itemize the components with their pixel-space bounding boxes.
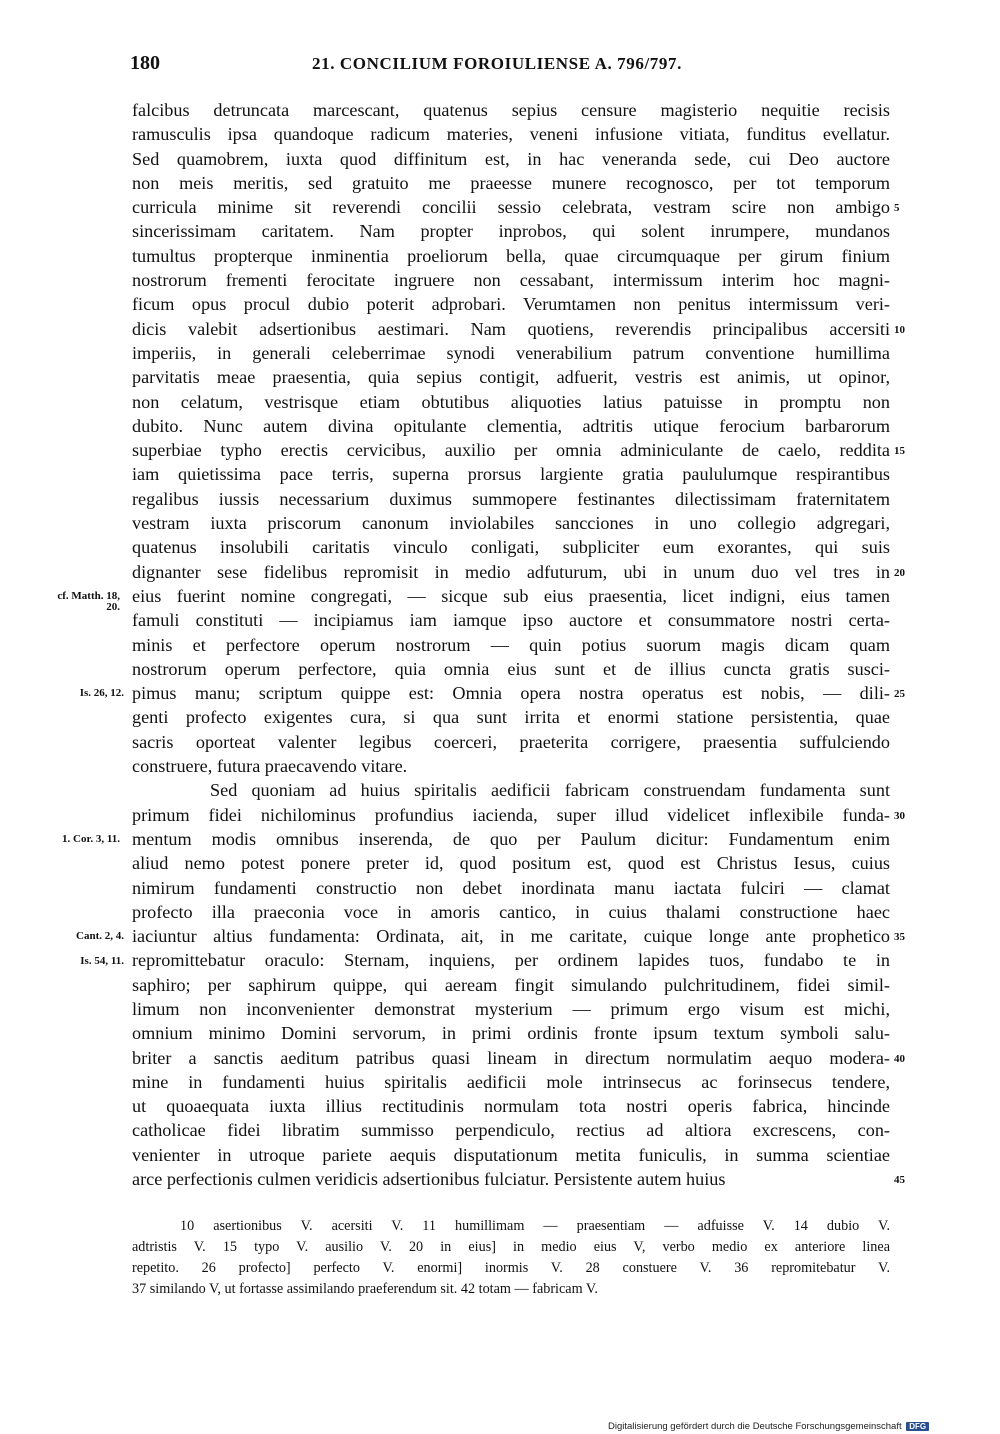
line-number: 25 — [894, 688, 905, 701]
margin-reference: Cant. 2, 4. — [76, 930, 124, 943]
text-line: saphiro; per saphirum quippe, qui aeream fingit simulando pulchritudinem, fidei simil- — [132, 974, 890, 995]
line-number: 20 — [894, 566, 905, 579]
body-text — [132, 98, 890, 1191]
text-line: quatenus insolubili caritatis vinculo conligati, subpliciter eum exorantes, qui suis — [132, 537, 890, 558]
text-line: parvitatis meae praesentia, quia sepius contigit, adfuerit, vestris est animis, ut opinor, — [132, 367, 890, 388]
text-line: ficum opus procul dubio poterit adprobari. Verumtamen non penitus intermissum veri- — [132, 294, 890, 315]
margin-reference: Is. 54, 11. — [80, 954, 124, 967]
text-line: ramusculis ipsa quandoque radicum materies, veneni infusione vitiata, funditus evellatur. — [132, 124, 890, 145]
text-line: nostrorum frementi ferocitate ingruere non cessabant, intermissum interim hoc magni- — [132, 270, 890, 291]
text-line: mine in fundamenti huius spiritalis aedificii mole intrinsecus ac forinsecus tendere, — [132, 1071, 890, 1092]
text-line: falcibus detruncata marcescant, quatenus sepius censure magisterio nequitie recisis — [132, 100, 890, 120]
text-line: profecto illa praeconia voce in amoris cantico, in cuius thalami constructione haec — [132, 901, 890, 922]
text-line: Sed quamobrem, iuxta quod diffinitum est, in hac veneranda sede, cui Deo auctore — [132, 148, 890, 169]
text-line: omnium minimo Domini servorum, in primi ordinis fronte ipsum textum symboli salu- — [132, 1023, 890, 1044]
text-line: pimus manu; scriptum quippe est: Omnia opera nostra operatus est nobis, — dili- — [132, 683, 890, 704]
text-line: ut quoaequata iuxta illius rectitudinis normulam tota nostri operis fabrica, hincinde — [132, 1096, 890, 1117]
text-line: repromittebatur oraculo: Sternam, inquiens, per ordinem lapides tuos, fundabo te in — [132, 950, 890, 971]
margin-reference: Is. 26, 12. — [79, 687, 124, 700]
footnote-line: 37 similando V, ut fortasse assimilando praeferendum sit. 42 totam — fabricam V. — [132, 1281, 598, 1297]
page-header — [0, 52, 1000, 82]
line-number: 10 — [894, 323, 905, 336]
running-title: 21. CONCILIUM FOROIULIENSE A. 796/797. — [312, 54, 682, 73]
line-number: 30 — [894, 809, 905, 822]
text-line: limum non inconvenienter demonstrat mysterium — primum ergo visum est michi, — [132, 998, 890, 1019]
text-line: dicis valebit adsertionibus aestimari. Nam quotiens, reverendis principalibus accersiti — [132, 318, 890, 339]
line-number: 40 — [894, 1052, 905, 1065]
text-line: eius fuerint nomine congregati, — sicque sub eius praesentia, licet indigni, eius tamen — [132, 585, 890, 606]
text-line: briter a sanctis aeditum patribus quasi lineam in directum normulatim aequo modera- — [132, 1047, 890, 1068]
text-line: arce perfectionis culmen veridicis adsertionibus fulciatur. Persistente autem huius — [132, 1169, 726, 1190]
text-line: imperiis, in generali celeberrimae synodi venerabilium patrum conventione humillima — [132, 342, 890, 363]
margin-reference: cf. Matth. 18, 20. — [57, 590, 120, 613]
footnote-line: repetito. 26 profecto] perfecto V. enormi] inormis V. 28 constuere V. 36 repromitebatur V. — [132, 1260, 890, 1276]
text-line: mentum modis omnibus inserenda, de quo per Paulum dicitur: Fundamentum enim — [132, 828, 890, 849]
text-line: genti profecto exigentes cura, si qua sunt irrita et enormi statione persistentia, quae — [132, 707, 890, 728]
text-line: vestram iuxta priscorum canonum inviolabiles sancciones in uno collegio adgregari, — [132, 513, 890, 534]
text-line: curricula minime sit reverendi concilii sessio celebrata, vestram scire non ambigo — [132, 197, 890, 218]
line-number: 45 — [894, 1174, 905, 1187]
text-line: aliud nemo potest ponere preter id, quod positum est, quod est Christus Iesus, cuius — [132, 853, 890, 874]
text-line: minis et perfectore operum nostrorum — quin potius suorum magis dicam quam — [132, 634, 890, 655]
text-line: venienter in utroque pariete aequis disputationum metita funiculis, in summa scientiae — [132, 1144, 890, 1165]
text-line: superbiae typho erectis cervicibus, auxilio per omnia adminiculante de caelo, reddita — [132, 440, 890, 461]
text-line: dignanter sese fidelibus repromisit in medio adfuturum, ubi in unum duo vel tres in — [132, 561, 890, 582]
text-line: non celatum, vestrisque etiam obtutibus aliquoties latius patuisse in promptu non — [132, 391, 890, 412]
footnote-line: adtristis V. 15 typo V. ausilio V. 20 in eius] in medio eius V, verbo medio ex anteriore linea — [132, 1239, 890, 1255]
text-line: tumultus propterque inminentia proeliorum bella, quae circumquaque per girum finium — [132, 245, 890, 266]
text-line: sacris oporteat valenter legibus coerceri, praeterita corrigere, praesentia suffulciendo — [132, 731, 890, 752]
text-line: nostrorum operum perfectore, quia omnia eius sunt et de illius cuncta gratis susci- — [132, 658, 890, 679]
margin-reference: 1. Cor. 3, 11. — [62, 833, 120, 845]
text-line: iam quietissima pace terris, superna prorsus largiente gratia paululumque respirantibus — [132, 464, 890, 485]
text-line: non meis meritis, sed gratuito me praeesse munere recognosco, per tot temporum — [132, 172, 890, 193]
line-number: 35 — [894, 931, 905, 944]
text-line: catholicae fidei libratim summisso perpendiculo, rectius ad altiora excrescens, con- — [132, 1120, 890, 1141]
text-line: primum fidei nichilominus profundius iacienda, super illud videlicet inflexibile funda- — [132, 804, 890, 825]
critical-apparatus — [132, 1216, 890, 1300]
text-line: Sed quoniam ad huius spiritalis aedificii fabricam construendam fundamenta sunt — [210, 780, 890, 801]
page-number: 180 — [130, 52, 160, 74]
line-number: 15 — [894, 445, 905, 458]
dfg-logo: DFG — [906, 1422, 929, 1431]
digitization-credit — [608, 1421, 929, 1432]
text-line: regalibus iussis necessarium duximus summopere festinantes dilectissimam fraternitatem — [132, 488, 890, 509]
text-line: famuli constituti — incipiamus iam iamque ipso auctore et consummatore nostri certa- — [132, 610, 890, 631]
text-line: sincerissimam caritatem. Nam propter inprobos, qui solent inrumpere, mundanos — [132, 221, 890, 242]
text-line: iaciuntur altius fundamenta: Ordinata, ait, in me caritate, cuique longe ante prophetico — [132, 926, 890, 947]
credit-text: Digitalisierung gefördert durch die Deutsche Forschungsgemeinschaft — [608, 1421, 902, 1432]
footnote-line: 10 asertionibus V. acersiti V. 11 humillimam — praesentiam — adfuisse V. 14 dubio V. — [180, 1218, 890, 1234]
text-line: construere, futura praecavendo vitare. — [132, 756, 408, 777]
text-line: dubito. Nunc autem divina opitulante clementia, adtritis utique ferocium barbarorum — [132, 415, 890, 436]
text-line: nimirum fundamenti constructio non debet inordinata manu iactata fulciri — clamat — [132, 877, 890, 898]
line-number: 5 — [894, 202, 900, 215]
